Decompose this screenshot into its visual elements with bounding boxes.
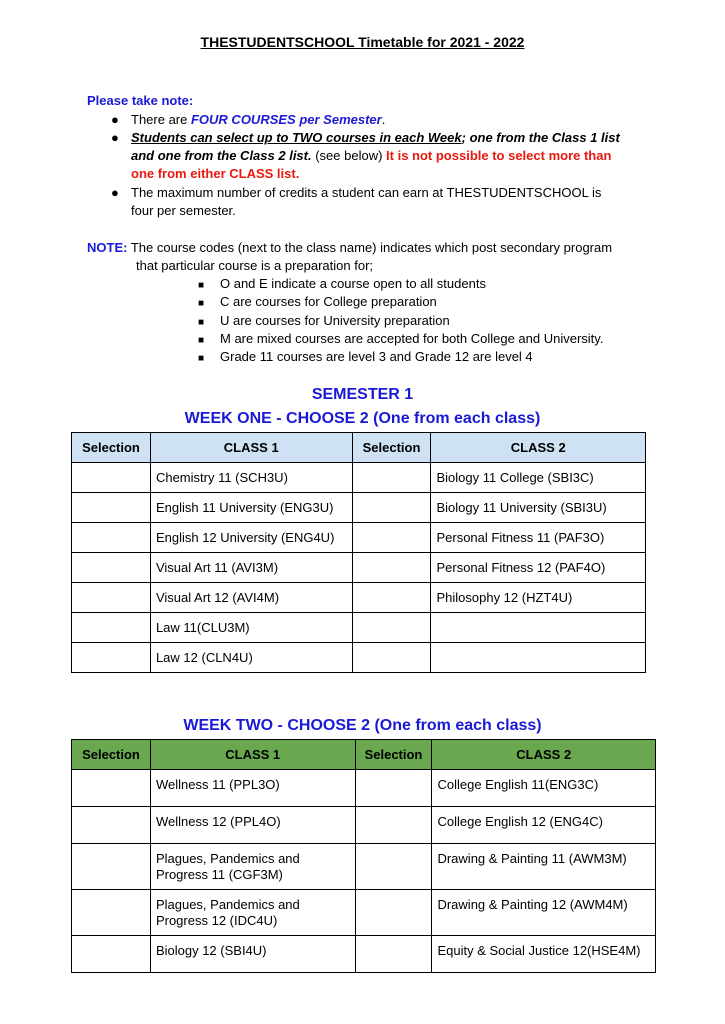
header-class1: CLASS 1: [150, 433, 352, 463]
table-row: [72, 936, 656, 973]
selection-cell[interactable]: [72, 463, 151, 493]
class1-line: Wellness 11 (PPL3O): [155, 777, 280, 792]
selection-cell[interactable]: [72, 936, 151, 973]
square-bullet-icon: ■: [198, 280, 205, 291]
class1-cell: [150, 770, 355, 807]
class1-cell: Chemistry 11 (SCH3U): [150, 463, 352, 493]
class2-cell: College English 11(ENG3C): [432, 770, 656, 807]
page-title: THESTUDENTSCHOOL Timetable for 2021 - 2022: [200, 34, 525, 50]
class2-cell: Philosophy 12 (HZT4U): [431, 583, 646, 613]
class2-cell: Biology 11 College (SBI3C): [431, 463, 646, 493]
selection-cell[interactable]: [72, 844, 151, 890]
class2-cell: College English 12 (ENG4C): [432, 807, 656, 844]
class2-cell: Drawing & Painting 11 (AWM3M): [432, 844, 656, 890]
bullet-icon: ●: [111, 185, 119, 200]
selection-cell[interactable]: [355, 936, 432, 973]
code-item: [198, 330, 603, 350]
table-row: [72, 493, 646, 523]
table-header-row: [72, 433, 646, 463]
table-row: [72, 463, 646, 493]
table-row: [72, 643, 646, 673]
class1-cell: English 12 University (ENG4U): [150, 523, 352, 553]
selection-cell[interactable]: [355, 844, 432, 890]
selection-cell[interactable]: [352, 583, 431, 613]
table-row: [72, 770, 656, 807]
table-header-row: [72, 740, 656, 770]
class1-cell: Law 12 (CLN4U): [150, 643, 352, 673]
class1-cell: English 11 University (ENG3U): [150, 493, 352, 523]
bullet2-emphasis: Students can select up to TWO courses in each Week: [131, 130, 462, 145]
selection-cell[interactable]: [72, 583, 151, 613]
class1-line: Progress 11 (CGF3M): [155, 867, 283, 882]
selection-cell[interactable]: [352, 493, 431, 523]
class1-cell: Visual Art 12 (AVI4M): [150, 583, 352, 613]
table-row: [72, 890, 656, 936]
code-item: [198, 312, 450, 332]
square-bullet-icon: ■: [198, 317, 205, 328]
selection-cell[interactable]: [355, 890, 432, 936]
bullet2-line2-b: (see below): [311, 148, 387, 163]
square-bullet-icon: ■: [198, 335, 205, 346]
header-selection: Selection: [352, 433, 431, 463]
bullet-icon: ●: [111, 112, 119, 127]
codes-note-label: NOTE:: [87, 240, 128, 255]
square-bullet-icon: ■: [198, 353, 205, 364]
selection-cell[interactable]: [72, 613, 151, 643]
class1-cell: [150, 890, 355, 936]
class1-line: Plagues, Pandemics and: [155, 897, 300, 912]
class2-cell: Biology 11 University (SBI3U): [431, 493, 646, 523]
table-row: [72, 553, 646, 583]
week-one-heading: WEEK ONE - CHOOSE 2 (One from each class): [184, 410, 541, 427]
code-item: [198, 293, 437, 313]
notice-heading: Please take note:: [87, 93, 194, 108]
selection-cell[interactable]: [355, 807, 432, 844]
code-item-text: M are mixed courses are accepted for both College and University.: [220, 331, 604, 346]
class2-cell: Personal Fitness 11 (PAF3O): [431, 523, 646, 553]
semester-heading: SEMESTER 1: [311, 386, 414, 403]
selection-cell[interactable]: [72, 807, 151, 844]
selection-cell[interactable]: [352, 463, 431, 493]
bullet1-pre: There are: [131, 112, 191, 127]
class1-cell: [150, 936, 355, 973]
class2-cell: [431, 643, 646, 673]
selection-cell[interactable]: [72, 643, 151, 673]
bullet2-warning: It is not possible to select more than: [386, 148, 612, 163]
code-item-text: U are courses for University preparation: [220, 313, 450, 328]
selection-cell[interactable]: [355, 770, 432, 807]
class2-cell: Equity & Social Justice 12(HSE4M): [432, 936, 656, 973]
table-row: [72, 523, 646, 553]
codes-note-line1: The course codes (next to the class name) indicates which post secondary program: [127, 240, 613, 255]
code-item-text: C are courses for College preparation: [220, 294, 437, 309]
selection-cell[interactable]: [352, 613, 431, 643]
table-row: [72, 613, 646, 643]
selection-cell[interactable]: [72, 493, 151, 523]
week-two-table: [71, 739, 656, 973]
bullet3-line2: four per semester.: [131, 203, 236, 218]
codes-note-line2: that particular course is a preparation for;: [136, 258, 374, 273]
bullet1-post: .: [381, 112, 386, 127]
selection-cell[interactable]: [72, 770, 151, 807]
class1-line: Wellness 12 (PPL4O): [155, 814, 281, 829]
table-row: [72, 807, 656, 844]
header-selection: Selection: [72, 433, 151, 463]
header-selection: Selection: [72, 740, 151, 770]
table-row: [72, 583, 646, 613]
bullet2-line1-rest: ; one from the Class 1 list: [461, 130, 620, 145]
selection-cell[interactable]: [352, 553, 431, 583]
class2-cell: Drawing & Painting 12 (AWM4M): [432, 890, 656, 936]
class1-line: Plagues, Pandemics and: [155, 851, 300, 866]
class1-cell: Law 11(CLU3M): [150, 613, 352, 643]
code-item: [198, 348, 533, 368]
table-row: [72, 844, 656, 890]
bullet3-line1: The maximum number of credits a student can earn at THESTUDENTSCHOOL is: [131, 185, 602, 200]
header-selection: Selection: [355, 740, 432, 770]
selection-cell[interactable]: [72, 553, 151, 583]
header-class1: CLASS 1: [150, 740, 355, 770]
class2-cell: [431, 613, 646, 643]
header-class2: CLASS 2: [432, 740, 656, 770]
code-item-text: Grade 11 courses are level 3 and Grade 12 are level 4: [220, 349, 533, 364]
code-item-text: O and E indicate a course open to all students: [220, 276, 486, 291]
class1-cell: [150, 807, 355, 844]
square-bullet-icon: ■: [198, 298, 205, 309]
selection-cell[interactable]: [352, 643, 431, 673]
week-one-table: [71, 432, 646, 673]
class1-cell: [150, 844, 355, 890]
bullet2-line2-a: and one from the Class 2 list.: [131, 148, 312, 163]
header-class2: CLASS 2: [431, 433, 646, 463]
class1-line: Progress 12 (IDC4U): [155, 913, 278, 928]
bullet2-warning-cont: one from either CLASS list.: [131, 166, 300, 181]
selection-cell[interactable]: [352, 523, 431, 553]
selection-cell[interactable]: [72, 890, 151, 936]
week-two-heading: WEEK TWO - CHOOSE 2 (One from each class): [183, 717, 542, 734]
selection-cell[interactable]: [72, 523, 151, 553]
class2-cell: Personal Fitness 12 (PAF4O): [431, 553, 646, 583]
codes-note: [87, 239, 613, 273]
code-item: [198, 275, 486, 295]
bullet-icon: ●: [111, 130, 119, 145]
bullet1-emphasis: FOUR COURSES per Semester: [190, 112, 382, 127]
class1-line: Biology 12 (SBI4U): [155, 943, 267, 958]
class1-cell: Visual Art 11 (AVI3M): [150, 553, 352, 583]
